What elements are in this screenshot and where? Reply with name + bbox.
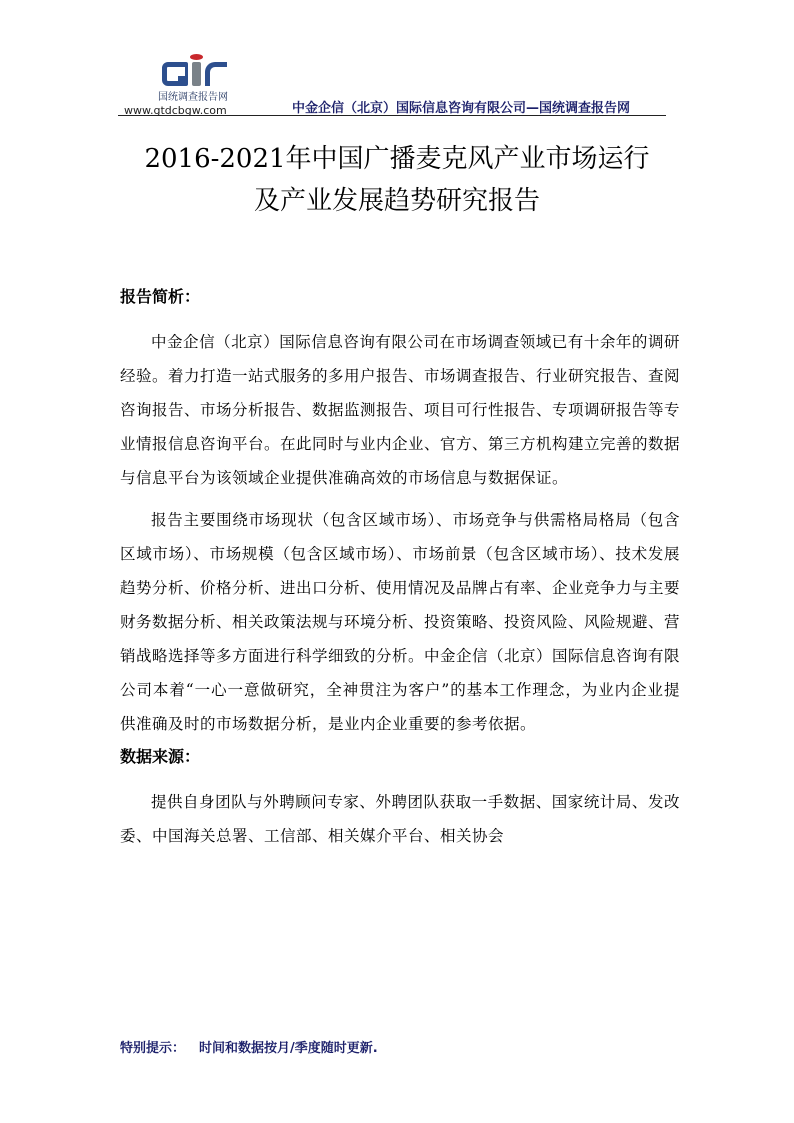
report-title-line-1: 2016-2021年中国广播麦克风产业市场运行 (144, 144, 650, 174)
logo-letter-g-icon (162, 62, 188, 86)
logo-mark-icon (162, 56, 258, 86)
report-body (120, 283, 680, 853)
header-divider (118, 115, 666, 116)
logo-url: www.gtdcbgw.com (124, 104, 227, 117)
logo-letter-r-icon (205, 62, 227, 86)
footer-note-label: 特别提示： (120, 1041, 186, 1056)
section-heading-data-source: 数据来源： (120, 747, 201, 766)
summary-paragraph-2: 报告主要围绕市场现状（包含区域市场）、市场竞争与供需格局格局（包含区域市场）、市场规模（包含区域市场）、市场前景（包含区域市场）、技术发展趋势分析、价格分析、进出口分析、使用情况及品牌占有率、企业竞争力与主要财务数据分析、相关政策法规与环境分析、投资策略、投资风险、风险规避、营销战略选择等多方面进行科学细致的分析。中金企信（北京）国际信息咨询有限公司本着“一心一意做研究，全神贯注为客户”的基本工作理念，为业内企业提供准确及时的市场数据分析，是业内企业重要的参考依据。 (120, 511, 681, 733)
company-header: 中金企信（北京）国际信息咨询有限公司—国统调查报告网 (292, 101, 631, 116)
data-source-paragraph: 提供自身团队与外聘顾问专家、外聘团队获取一手数据、国家统计局、发改委、中国海关总署、工信部、相关媒介平台、相关协会 (120, 793, 680, 845)
report-title (100, 138, 694, 222)
logo-letter-i-icon (192, 62, 201, 86)
footer-note (120, 1037, 378, 1056)
footer-note-text: 时间和数据按月/季度随时更新. (199, 1041, 378, 1056)
report-title-line-2: 及产业发展趋势研究报告 (253, 186, 540, 216)
section-heading-summary: 报告简析： (120, 287, 201, 306)
logo-text: 国统调查报告网 (158, 92, 228, 103)
logo (118, 56, 258, 117)
summary-paragraph-1: 中金企信（北京）国际信息咨询有限公司在市场调查领域已有十余年的调研经验。着力打造一站式服务的多用户报告、市场调查报告、行业研究报告、查阅咨询报告、市场分析报告、数据监测报告、项目可行性报告、专项调研报告等专业情报信息咨询平台。在此同时与业内企业、官方、第三方机构建立完善的数据与信息平台为该领域企业提供准确高效的市场信息与数据保证。 (120, 333, 681, 487)
